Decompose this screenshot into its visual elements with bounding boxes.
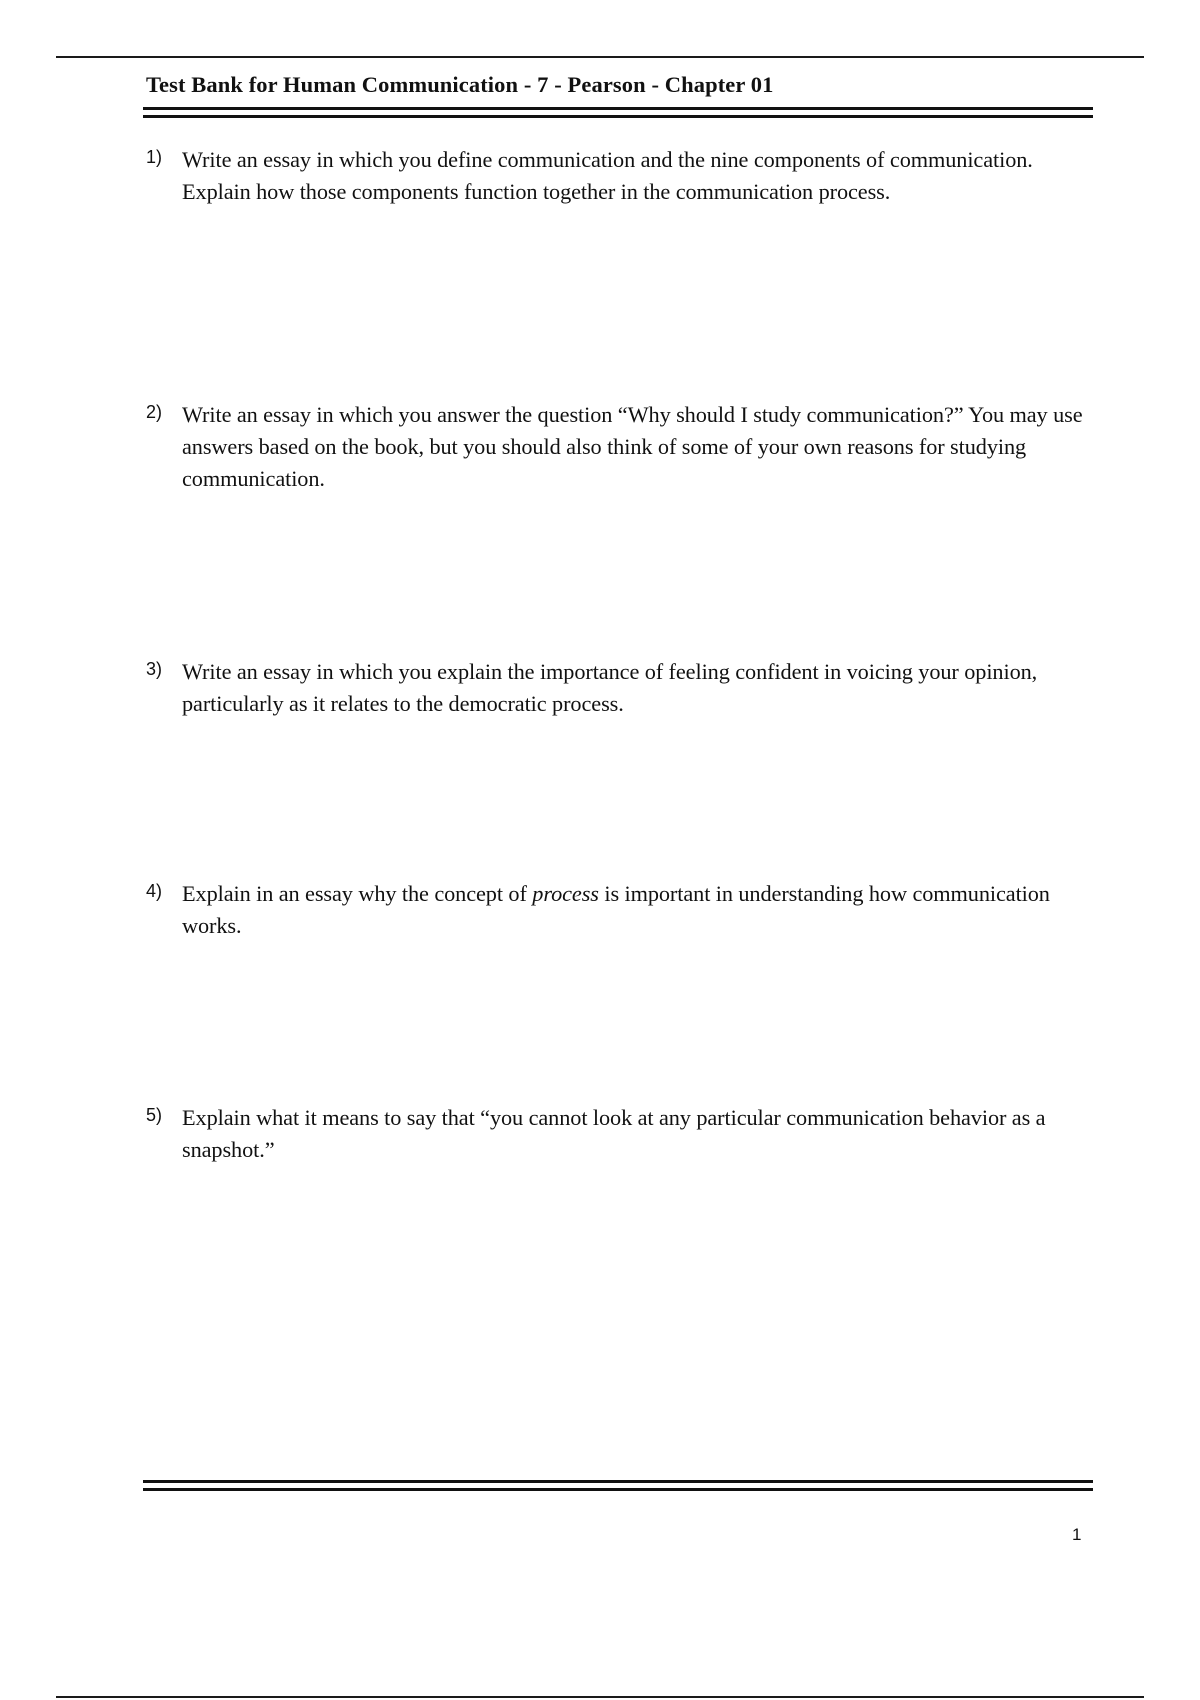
question-text: Explain what it means to say that “you cannot look at any particular communication behavior as a snapshot.”	[182, 1105, 1046, 1162]
question-text-before: Explain in an essay why the concept of	[182, 881, 533, 906]
question-number: 2)	[146, 402, 163, 422]
question-text: Write an essay in which you define communication and the nine components of communication. Explain how those components function together in the communication process.	[182, 147, 1033, 204]
question-number: 3)	[146, 659, 163, 679]
italic-term: process	[532, 881, 599, 906]
question-item	[146, 399, 1096, 495]
question-item	[146, 656, 1096, 720]
page-top-rule	[56, 56, 1144, 58]
question-text: Write an essay in which you explain the importance of feeling confident in voicing your opinion, particularly as it relates to the democratic process.	[182, 659, 1038, 716]
question-number: 4)	[146, 881, 163, 901]
header-double-rule	[143, 107, 1093, 118]
question-text: Write an essay in which you answer the question “Why should I study communication?” You may use answers based on the book, but you should also think of some of your own reasons for studying communication.	[182, 402, 1083, 491]
question-number: 1)	[146, 147, 163, 167]
question-item	[146, 1102, 1096, 1166]
question-item	[146, 878, 1096, 942]
page-bottom-rule	[56, 1696, 1144, 1698]
question-text-after: is important in understanding how communication works.	[182, 881, 1050, 938]
question-item	[146, 144, 1096, 208]
document-title: Test Bank for Human Communication - 7 - Pearson - Chapter 01	[146, 72, 774, 97]
page-number: 1	[1072, 1525, 1082, 1544]
footer-double-rule	[143, 1480, 1093, 1491]
question-text	[182, 878, 1096, 942]
question-number: 5)	[146, 1105, 163, 1125]
